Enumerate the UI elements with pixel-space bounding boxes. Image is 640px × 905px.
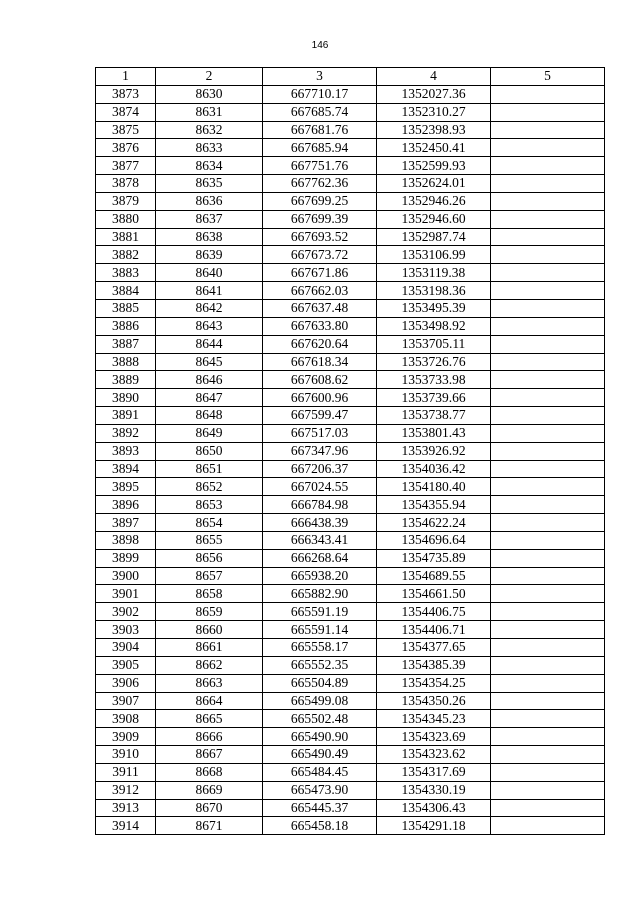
table-cell: 1354385.39 bbox=[377, 656, 491, 674]
table-cell: 8655 bbox=[156, 531, 263, 549]
table-cell: 667699.25 bbox=[263, 192, 377, 210]
table-cell: 8636 bbox=[156, 192, 263, 210]
table-cell: 3898 bbox=[96, 531, 156, 549]
table-row bbox=[96, 817, 605, 835]
table-cell: 3890 bbox=[96, 389, 156, 407]
table-cell bbox=[491, 817, 605, 835]
table-cell: 1353106.99 bbox=[377, 246, 491, 264]
table-cell: 1353119.38 bbox=[377, 264, 491, 282]
table-cell: 1354735.89 bbox=[377, 549, 491, 567]
table-cell: 665504.89 bbox=[263, 674, 377, 692]
table-header-row bbox=[96, 68, 605, 86]
table-cell: 1354330.19 bbox=[377, 781, 491, 799]
table-cell: 1354622.24 bbox=[377, 514, 491, 532]
table-cell: 8640 bbox=[156, 264, 263, 282]
table-row bbox=[96, 799, 605, 817]
table-cell: 8660 bbox=[156, 621, 263, 639]
table-cell: 3896 bbox=[96, 496, 156, 514]
table-cell: 3886 bbox=[96, 317, 156, 335]
table-cell: 8634 bbox=[156, 157, 263, 175]
table-cell bbox=[491, 549, 605, 567]
table-row bbox=[96, 85, 605, 103]
table-cell: 8663 bbox=[156, 674, 263, 692]
table-cell: 3897 bbox=[96, 514, 156, 532]
table-cell: 8661 bbox=[156, 639, 263, 657]
table-cell: 8638 bbox=[156, 228, 263, 246]
table-row bbox=[96, 264, 605, 282]
table-cell bbox=[491, 103, 605, 121]
table-cell: 666784.98 bbox=[263, 496, 377, 514]
table-cell: 8639 bbox=[156, 246, 263, 264]
table-row bbox=[96, 246, 605, 264]
table-cell: 1354323.69 bbox=[377, 728, 491, 746]
table-cell: 3899 bbox=[96, 549, 156, 567]
table-row bbox=[96, 317, 605, 335]
table-cell: 8630 bbox=[156, 85, 263, 103]
table-cell: 3882 bbox=[96, 246, 156, 264]
table-cell: 8662 bbox=[156, 656, 263, 674]
table-cell: 3876 bbox=[96, 139, 156, 157]
table-cell bbox=[491, 656, 605, 674]
table-row bbox=[96, 585, 605, 603]
table-cell: 8649 bbox=[156, 424, 263, 442]
table-cell: 1352624.01 bbox=[377, 175, 491, 193]
table-cell: 667620.64 bbox=[263, 335, 377, 353]
table-cell: 8669 bbox=[156, 781, 263, 799]
table-cell: 667681.76 bbox=[263, 121, 377, 139]
table-row bbox=[96, 567, 605, 585]
table-cell: 3901 bbox=[96, 585, 156, 603]
table-cell: 1352599.93 bbox=[377, 157, 491, 175]
table-cell: 1353738.77 bbox=[377, 407, 491, 425]
table-cell bbox=[491, 175, 605, 193]
table-cell: 3877 bbox=[96, 157, 156, 175]
table-cell: 3880 bbox=[96, 210, 156, 228]
table-cell: 3905 bbox=[96, 656, 156, 674]
table-cell bbox=[491, 674, 605, 692]
table-cell bbox=[491, 710, 605, 728]
table-cell: 3910 bbox=[96, 746, 156, 764]
table-cell: 8645 bbox=[156, 353, 263, 371]
table-cell: 8667 bbox=[156, 746, 263, 764]
table-row bbox=[96, 460, 605, 478]
table-cell: 667600.96 bbox=[263, 389, 377, 407]
table-cell: 665558.17 bbox=[263, 639, 377, 657]
table-row bbox=[96, 621, 605, 639]
table-cell: 665591.14 bbox=[263, 621, 377, 639]
page-number: 146 bbox=[311, 40, 329, 51]
table-cell: 8650 bbox=[156, 442, 263, 460]
table-cell: 3895 bbox=[96, 478, 156, 496]
table-cell bbox=[491, 621, 605, 639]
table-cell: 1352946.26 bbox=[377, 192, 491, 210]
table-row bbox=[96, 228, 605, 246]
table-cell bbox=[491, 246, 605, 264]
table-cell: 1352398.93 bbox=[377, 121, 491, 139]
table-row bbox=[96, 549, 605, 567]
table-cell: 667673.72 bbox=[263, 246, 377, 264]
table-cell: 667671.86 bbox=[263, 264, 377, 282]
table-row bbox=[96, 639, 605, 657]
table-cell: 1354180.40 bbox=[377, 478, 491, 496]
column-header: 5 bbox=[491, 68, 605, 86]
table-cell: 3885 bbox=[96, 299, 156, 317]
table-cell: 667710.17 bbox=[263, 85, 377, 103]
table-cell bbox=[491, 317, 605, 335]
table-row bbox=[96, 478, 605, 496]
table-row bbox=[96, 299, 605, 317]
table-cell: 1354355.94 bbox=[377, 496, 491, 514]
table-cell bbox=[491, 371, 605, 389]
table-row bbox=[96, 781, 605, 799]
table-cell: 8665 bbox=[156, 710, 263, 728]
table-cell bbox=[491, 353, 605, 371]
column-header: 1 bbox=[96, 68, 156, 86]
table-cell: 1352987.74 bbox=[377, 228, 491, 246]
table-cell: 667347.96 bbox=[263, 442, 377, 460]
table-row bbox=[96, 442, 605, 460]
table-cell bbox=[491, 692, 605, 710]
table-cell: 667685.94 bbox=[263, 139, 377, 157]
table-row bbox=[96, 710, 605, 728]
table-cell bbox=[491, 139, 605, 157]
table-cell: 667693.52 bbox=[263, 228, 377, 246]
table-cell: 667685.74 bbox=[263, 103, 377, 121]
table-row bbox=[96, 192, 605, 210]
table-row bbox=[96, 763, 605, 781]
table-cell bbox=[491, 228, 605, 246]
table-cell: 3913 bbox=[96, 799, 156, 817]
table-cell: 666343.41 bbox=[263, 531, 377, 549]
table-cell: 1354354.25 bbox=[377, 674, 491, 692]
table-cell: 667024.55 bbox=[263, 478, 377, 496]
table-cell: 1353705.11 bbox=[377, 335, 491, 353]
table-cell bbox=[491, 514, 605, 532]
table-cell bbox=[491, 299, 605, 317]
table-cell: 8656 bbox=[156, 549, 263, 567]
table-cell: 8635 bbox=[156, 175, 263, 193]
table-cell: 3893 bbox=[96, 442, 156, 460]
table-cell: 1352946.60 bbox=[377, 210, 491, 228]
table-cell bbox=[491, 210, 605, 228]
table-cell: 1353926.92 bbox=[377, 442, 491, 460]
table-cell: 8637 bbox=[156, 210, 263, 228]
table-row bbox=[96, 121, 605, 139]
table-cell: 3894 bbox=[96, 460, 156, 478]
table-cell: 8642 bbox=[156, 299, 263, 317]
table-cell bbox=[491, 799, 605, 817]
table-cell: 3875 bbox=[96, 121, 156, 139]
table-cell bbox=[491, 603, 605, 621]
table-row bbox=[96, 514, 605, 532]
table-cell: 8643 bbox=[156, 317, 263, 335]
table-cell bbox=[491, 567, 605, 585]
table-cell: 667206.37 bbox=[263, 460, 377, 478]
table-cell: 1353801.43 bbox=[377, 424, 491, 442]
table-cell: 3909 bbox=[96, 728, 156, 746]
table-cell: 1353198.36 bbox=[377, 282, 491, 300]
table-cell bbox=[491, 335, 605, 353]
table-cell: 665484.45 bbox=[263, 763, 377, 781]
table-cell: 1353739.66 bbox=[377, 389, 491, 407]
table-cell: 665882.90 bbox=[263, 585, 377, 603]
table-row bbox=[96, 656, 605, 674]
table-cell: 8633 bbox=[156, 139, 263, 157]
table-cell bbox=[491, 496, 605, 514]
table-cell: 1354345.23 bbox=[377, 710, 491, 728]
table-cell: 1354377.65 bbox=[377, 639, 491, 657]
table-cell: 666268.64 bbox=[263, 549, 377, 567]
table-cell: 8653 bbox=[156, 496, 263, 514]
table-row bbox=[96, 175, 605, 193]
table-cell bbox=[491, 121, 605, 139]
table-cell: 3878 bbox=[96, 175, 156, 193]
table-row bbox=[96, 603, 605, 621]
table-cell: 1354036.42 bbox=[377, 460, 491, 478]
column-header: 2 bbox=[156, 68, 263, 86]
table-cell bbox=[491, 781, 605, 799]
table-cell: 667699.39 bbox=[263, 210, 377, 228]
table-cell: 3902 bbox=[96, 603, 156, 621]
table-cell bbox=[491, 264, 605, 282]
table-cell: 3884 bbox=[96, 282, 156, 300]
table-cell: 3873 bbox=[96, 85, 156, 103]
table-row bbox=[96, 139, 605, 157]
table-cell bbox=[491, 389, 605, 407]
table-cell: 3906 bbox=[96, 674, 156, 692]
table-cell: 8652 bbox=[156, 478, 263, 496]
table-cell: 8659 bbox=[156, 603, 263, 621]
table-cell: 8666 bbox=[156, 728, 263, 746]
table-cell bbox=[491, 85, 605, 103]
table-cell: 665502.48 bbox=[263, 710, 377, 728]
table-cell bbox=[491, 585, 605, 603]
table-cell: 1354406.71 bbox=[377, 621, 491, 639]
table-cell bbox=[491, 282, 605, 300]
table-row bbox=[96, 746, 605, 764]
table-cell: 8647 bbox=[156, 389, 263, 407]
table-cell: 667599.47 bbox=[263, 407, 377, 425]
table-row bbox=[96, 424, 605, 442]
table-cell: 1354291.18 bbox=[377, 817, 491, 835]
table-cell bbox=[491, 192, 605, 210]
table-cell: 1354323.62 bbox=[377, 746, 491, 764]
table-cell: 3908 bbox=[96, 710, 156, 728]
table-cell: 8644 bbox=[156, 335, 263, 353]
table-cell: 1354406.75 bbox=[377, 603, 491, 621]
table-cell bbox=[491, 478, 605, 496]
table-cell: 3887 bbox=[96, 335, 156, 353]
table-cell: 667637.48 bbox=[263, 299, 377, 317]
table-cell: 3881 bbox=[96, 228, 156, 246]
table-row bbox=[96, 282, 605, 300]
table-cell: 1352027.36 bbox=[377, 85, 491, 103]
table-row bbox=[96, 692, 605, 710]
table-cell bbox=[491, 157, 605, 175]
table-cell: 665552.35 bbox=[263, 656, 377, 674]
table-cell: 665473.90 bbox=[263, 781, 377, 799]
table-cell: 8668 bbox=[156, 763, 263, 781]
table-cell: 3907 bbox=[96, 692, 156, 710]
table-cell bbox=[491, 746, 605, 764]
table-row bbox=[96, 335, 605, 353]
table-cell: 665458.18 bbox=[263, 817, 377, 835]
table-cell: 3883 bbox=[96, 264, 156, 282]
table-row bbox=[96, 407, 605, 425]
table-cell: 667633.80 bbox=[263, 317, 377, 335]
table-cell bbox=[491, 639, 605, 657]
table-row bbox=[96, 353, 605, 371]
table-cell: 667762.36 bbox=[263, 175, 377, 193]
table-cell: 3903 bbox=[96, 621, 156, 639]
table-cell: 8654 bbox=[156, 514, 263, 532]
table-row bbox=[96, 496, 605, 514]
table-cell bbox=[491, 424, 605, 442]
table-cell: 667751.76 bbox=[263, 157, 377, 175]
table-cell: 667608.62 bbox=[263, 371, 377, 389]
table-cell: 667618.34 bbox=[263, 353, 377, 371]
table-cell: 665499.08 bbox=[263, 692, 377, 710]
table-cell: 3914 bbox=[96, 817, 156, 835]
table-cell: 8646 bbox=[156, 371, 263, 389]
table-body bbox=[96, 85, 605, 834]
table-cell: 665445.37 bbox=[263, 799, 377, 817]
table-cell: 8664 bbox=[156, 692, 263, 710]
table-cell: 8651 bbox=[156, 460, 263, 478]
table-cell: 1353733.98 bbox=[377, 371, 491, 389]
table-cell: 666438.39 bbox=[263, 514, 377, 532]
table-cell: 1354696.64 bbox=[377, 531, 491, 549]
table-row bbox=[96, 371, 605, 389]
table-cell: 1352310.27 bbox=[377, 103, 491, 121]
table-cell: 8671 bbox=[156, 817, 263, 835]
table-row bbox=[96, 103, 605, 121]
table-cell: 1354317.69 bbox=[377, 763, 491, 781]
table-cell: 1354306.43 bbox=[377, 799, 491, 817]
table-cell: 1354350.26 bbox=[377, 692, 491, 710]
table-cell: 8632 bbox=[156, 121, 263, 139]
table-cell: 3892 bbox=[96, 424, 156, 442]
table-cell: 3912 bbox=[96, 781, 156, 799]
table-cell: 3904 bbox=[96, 639, 156, 657]
coordinates-table bbox=[95, 67, 605, 835]
table-row bbox=[96, 389, 605, 407]
table-row bbox=[96, 728, 605, 746]
table-row bbox=[96, 210, 605, 228]
table-cell: 1353726.76 bbox=[377, 353, 491, 371]
table-cell bbox=[491, 728, 605, 746]
table-cell bbox=[491, 407, 605, 425]
table-cell: 665938.20 bbox=[263, 567, 377, 585]
table-cell: 8631 bbox=[156, 103, 263, 121]
table-cell: 8657 bbox=[156, 567, 263, 585]
table-row bbox=[96, 157, 605, 175]
table-cell: 1354689.55 bbox=[377, 567, 491, 585]
table-cell: 665591.19 bbox=[263, 603, 377, 621]
table-cell: 3879 bbox=[96, 192, 156, 210]
table-cell: 3888 bbox=[96, 353, 156, 371]
table-row bbox=[96, 531, 605, 549]
column-header: 4 bbox=[377, 68, 491, 86]
table-cell bbox=[491, 460, 605, 478]
table-cell: 8641 bbox=[156, 282, 263, 300]
table-cell: 8658 bbox=[156, 585, 263, 603]
table-cell bbox=[491, 442, 605, 460]
table-cell bbox=[491, 531, 605, 549]
table-cell: 8670 bbox=[156, 799, 263, 817]
column-header: 3 bbox=[263, 68, 377, 86]
table-cell: 3889 bbox=[96, 371, 156, 389]
table-cell: 1352450.41 bbox=[377, 139, 491, 157]
table-row bbox=[96, 674, 605, 692]
table-cell: 3891 bbox=[96, 407, 156, 425]
table-cell: 1353498.92 bbox=[377, 317, 491, 335]
table-cell: 665490.49 bbox=[263, 746, 377, 764]
table-cell: 665490.90 bbox=[263, 728, 377, 746]
table-cell: 1353495.39 bbox=[377, 299, 491, 317]
table-cell: 3874 bbox=[96, 103, 156, 121]
table-cell: 8648 bbox=[156, 407, 263, 425]
table-cell: 3911 bbox=[96, 763, 156, 781]
table-cell bbox=[491, 763, 605, 781]
table-cell: 3900 bbox=[96, 567, 156, 585]
table-cell: 667517.03 bbox=[263, 424, 377, 442]
table-cell: 667662.03 bbox=[263, 282, 377, 300]
table-cell: 1354661.50 bbox=[377, 585, 491, 603]
